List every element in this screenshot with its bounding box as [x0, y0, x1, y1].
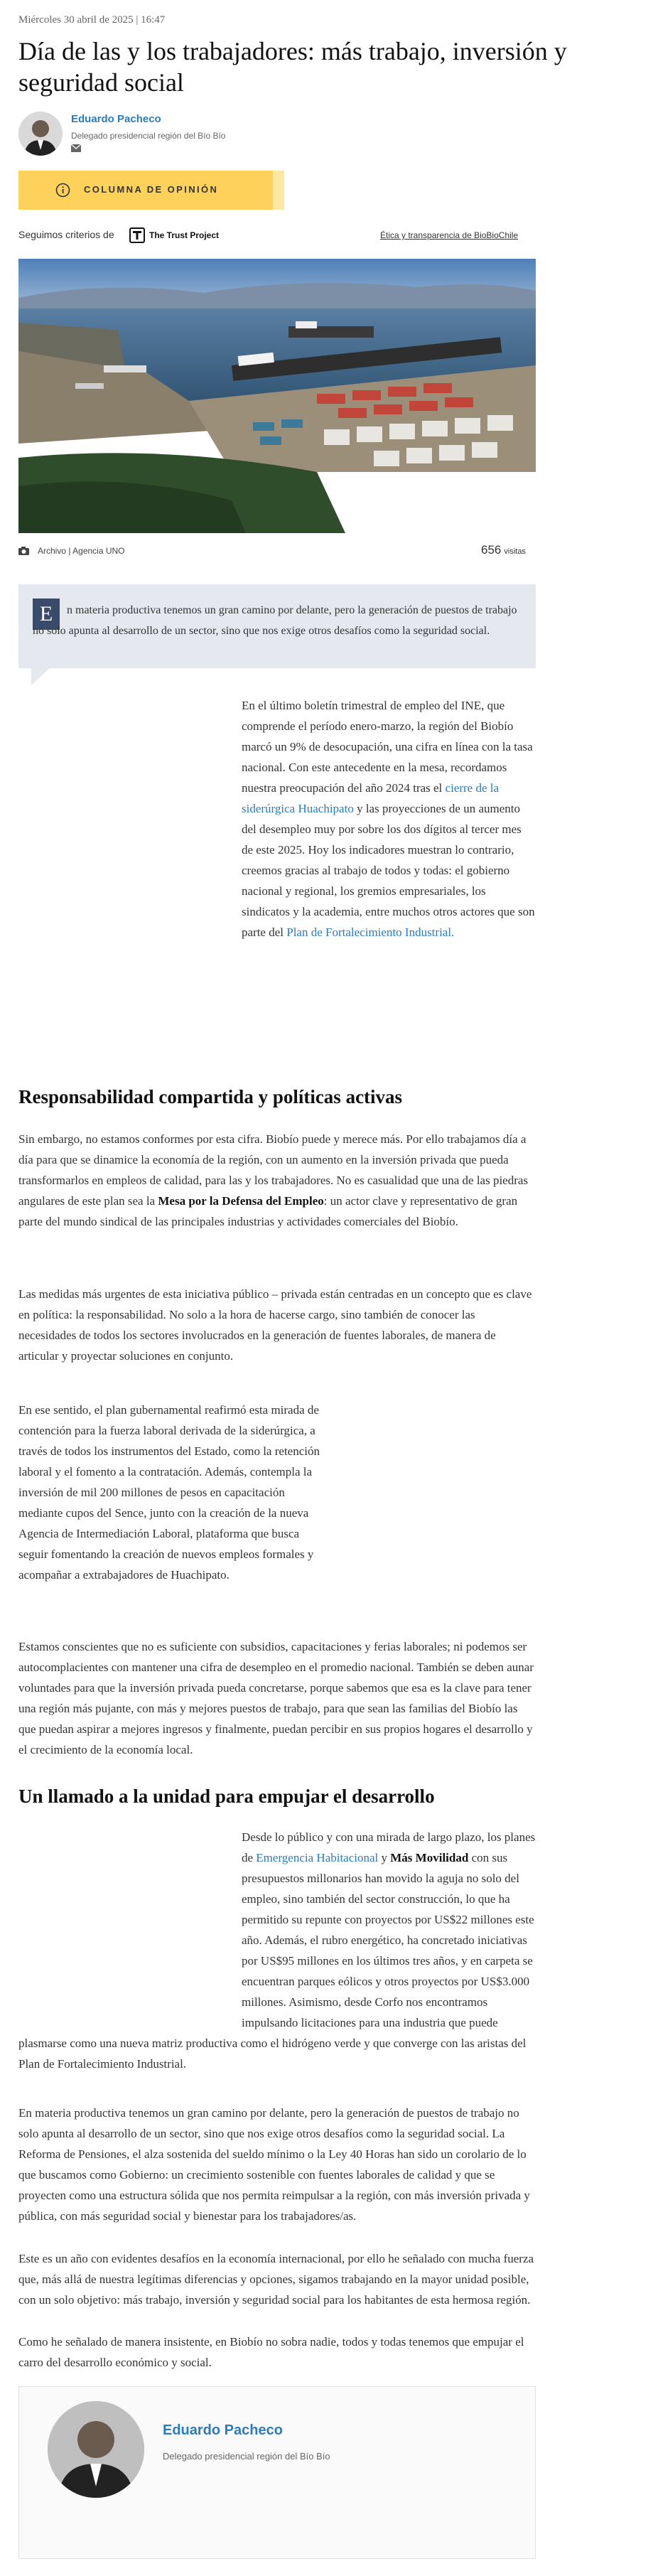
author-avatar[interactable]	[18, 112, 63, 156]
trust-project-label: The Trust Project	[149, 230, 220, 240]
bio-avatar[interactable]	[48, 2401, 144, 2498]
visits-counter	[481, 543, 526, 557]
lead-text: n materia productiva tenemos un gran camino por delante, pero la generación de puestos de trabajo no solo apunta al desarrollo de un sector, sino que nos exige otros desafíos como la seguridad social.	[33, 604, 517, 637]
paragraph-6: Desde lo público y con una mirada de largo plazo, los planes de Emergencia Habitacional y Más Movilidad con sus presupuestos millonarios han movido la aguja no solo del empleo, sino también del sector construcción, lo que ha permitido su repunte con proyectos por US$22 millones este año. Además, el rubro energético, ha concretado iniciativas por US$95 millones en los últimos tres años, y en carpeta se encuentran parques eólicos y otros proyectos por US$3.000 millones. Asimismo, desde Corfo nos encontramos impulsando licitaciones para una industria que puede plasmarse como una nueva matriz productiva como el hidrógeno verde y que converge con las aristas del Plan de Fortalecimiento Industrial.	[18, 1830, 536, 2071]
port-aerial-image	[18, 259, 536, 533]
criteria-label: Seguimos criterios de	[18, 229, 114, 240]
bio-author-name-link[interactable]: Eduardo Pacheco	[163, 2422, 283, 2438]
author-role: Delegado presidencial región del Bío Bío	[71, 131, 226, 141]
paragraph-3: Las medidas más urgentes de esta iniciativa público – privada están centradas en un concepto que es clave en política: la responsabilidad. No solo a la hora de hacerse cargo, sino también de conocer las necesidades de todos los sectores involucrados en la generación de fuentes laborales, de manera de articular y proyectar soluciones en conjunto.	[18, 1287, 532, 1363]
article-date: Miércoles 30 abril de 2025 | 16:47	[18, 14, 166, 26]
author-name-link[interactable]: Eduardo Pacheco	[71, 113, 161, 125]
emergencia-habitacional-link[interactable]: Emergencia Habitacional	[256, 1851, 379, 1864]
paragraph-8: Este es un año con evidentes desafíos en la economía internacional, por ello he señalado con mucha fuerza que, más allá de nuestra legítimas diferencias y opciones, sigamos trabajando en la mayor unidad posible, con un solo objetivo: más trabajo, inversión y seguridad social para los habitantes de esta hermosa región.	[18, 2252, 534, 2307]
info-icon	[55, 183, 70, 198]
paragraph-9: Como he señalado de manera insistente, en Biobío no sobra nadie, todos y todas tenemos que empujar el carro del desarrollo económico y social.	[18, 2335, 524, 2369]
ethics-link[interactable]: Ética y transparencia de BioBioChile	[380, 230, 519, 240]
paragraph-4: En ese sentido, el plan gubernamental reafirmó esta mirada de contención para la fuerza laboral derivada de la siderúrgica, a través de todos los instrumentos del Estado, como la retención laboral y el fomento a la contratación. Además, contempla la inversión de mil 200 millones de pesos en capacitación mediante cupos del Sence, junto con la creación de la nueva Agencia de Intermediación Laboral, plataforma que busca seguir fomentando la creación de nuevos empleos formales y acompañar a extrabajadores de Huachipato.	[18, 1403, 320, 1582]
camera-icon	[18, 547, 29, 555]
trust-project-link[interactable]	[129, 227, 219, 244]
trust-project-logo-icon	[129, 227, 145, 243]
huachipato-link[interactable]: cierre de la siderúrgica Huachipato	[242, 781, 500, 815]
opinion-label: COLUMNA DE OPINIÓN	[84, 184, 219, 195]
photo-credit-text: Archivo | Agencia UNO	[38, 546, 125, 556]
mail-icon[interactable]	[71, 144, 81, 152]
lead-box	[18, 584, 536, 668]
section-heading-unidad: Un llamado a la unidad para empujar el desarrollo	[18, 1786, 435, 1807]
plan-fortalecimiento-link[interactable]: Plan de Fortalecimiento Industrial.	[286, 925, 455, 939]
photo-credit	[18, 546, 125, 556]
lead-box-tail	[31, 668, 50, 685]
section-heading-responsabilidad: Responsabilidad compartida y políticas activas	[18, 1086, 403, 1107]
bio-author-role: Delegado presidencial región del Bío Bío	[163, 2451, 330, 2462]
visits-label: visitas	[504, 547, 526, 556]
paragraph-2: Sin embargo, no estamos conformes por esta cifra. Biobío puede y merece más. Por ello trabajamos día a día para que se dinamice la economía de la región, con un aumento en la inversión privada que pueda transformarlos en empleos de calidad, para las y los trabajadores. No es casualidad que una de las piedras angulares de este plan sea la Mesa por la Defensa del Empleo: un actor clave y representativo de gran parte del mundo sindical de las principales industrias y actividades comerciales del Biobío.	[18, 1132, 529, 1228]
lead-dropcap: E	[33, 599, 60, 630]
author-bio-box	[18, 2386, 536, 2559]
paragraph-1: En el último boletín trimestral de empleo del INE, que comprende el período enero-marzo, la región del Biobío marcó un 9% de desocupación, una cifra en línea con la tasa nacional. Con este antecedente en la mesa, recordamos nuestra preocupación del año 2024 tras el cierre de la siderúrgica Huachipato y las proyecciones de un aumento del desempleo muy por sobre los dos dígitos al tercer mes de este 2025. Hoy los indicadores muestran lo contrario, creemos gracias al trabajo de todos y todas: el gobierno nacional y regional, los gremios empresariales, los sindicatos y la academia, entre muchos otros actores que son parte del Plan de Fortalecimiento Industrial.	[242, 699, 535, 939]
paragraph-5: Estamos conscientes que no es suficiente con subsidios, capacitaciones y ferias laborales; ni podemos ser autocomplacientes con mantener una cifra de desempleo en el promedio nacional. También se deben aunar voluntades para que la inversión privada pueda concretarse, porque sabemos que esa es la clave para tener una región más pujante, con más y mejores puestos de trabajo, para que sean las familias del Biobío las que puedan aspirar a mejores ingresos y finalmente, puedan percibir en sus propios hogares el desarrollo y el crecimiento de la economía local.	[18, 1640, 534, 1756]
paragraph-7: En materia productiva tenemos un gran camino por delante, pero la generación de puestos de trabajo no solo apunta al desarrollo de un sector, sino que nos exige otros desafíos como la seguridad social. La Reforma de Pensiones, el alza sostenida del sueldo mínimo o la Ley 40 Horas han sido un corolario de lo que buscamos como Gobierno: un crecimiento sostenible con fuentes laborales de calidad y que se proyecten como una estructura sólida que nos permita reimpulsar a la región, con más inversión privada y pública, con más seguridad social y bienestar para los trabajadores/as.	[18, 2106, 530, 2223]
article-title: Día de las y los trabajadores: más trabajo, inversión y seguridad social	[18, 37, 567, 97]
article-photo	[18, 259, 536, 533]
opinion-badge	[18, 171, 284, 210]
visits-count: 656	[481, 543, 502, 557]
